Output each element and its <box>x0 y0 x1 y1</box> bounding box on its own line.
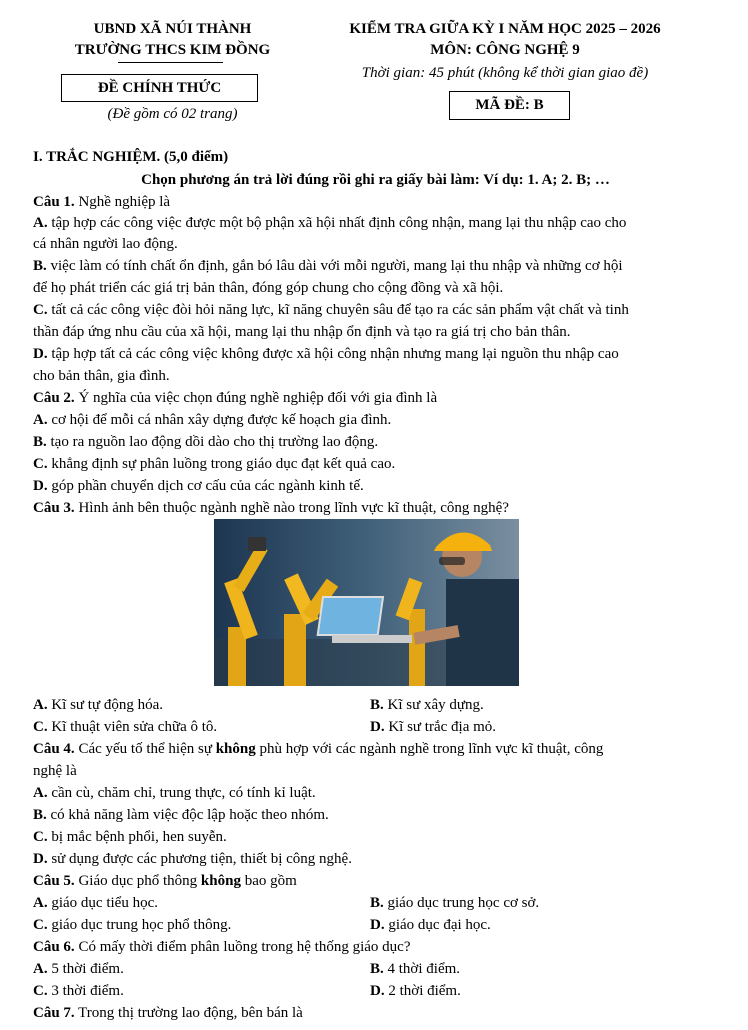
q3-number: Câu 3. <box>33 500 75 516</box>
q4-text-post: phù hợp với các ngành nghề trong lĩnh vực kĩ thuật, công <box>255 741 604 757</box>
q2-a-text: cơ hội để mỗi cá nhân xây dựng được kế hoạch gia đình. <box>47 412 392 428</box>
q6-a-text: 5 thời điểm. <box>47 961 124 977</box>
q1-option-a-cont: cá nhân người lao động. <box>33 236 178 252</box>
q4-option-c <box>33 827 718 848</box>
q1-d-label: D. <box>33 346 48 362</box>
q1-number: Câu 1. <box>33 194 75 210</box>
q1-a-text: tập hợp các công việc được một bộ phận xã hội nhất định công nhận, mang lại thu nhập cao cho <box>47 215 627 231</box>
section-instruction: Chọn phương án trả lời đúng rồi ghi ra giấy bài làm: Ví dụ: 1. A; 2. B; … <box>141 172 610 188</box>
q4-number: Câu 4. <box>33 741 75 757</box>
q6-option-d <box>370 981 461 1002</box>
q3-c-label: C. <box>33 719 48 735</box>
q2-d-text: góp phần chuyển dịch cơ cấu của các ngành kinh tế. <box>47 478 364 494</box>
section-title: I. TRẮC NGHIỆM. (5,0 điểm) <box>33 149 229 165</box>
q2-a-label: A. <box>33 412 48 428</box>
q4-a-label: A. <box>33 785 48 801</box>
q6-option-a <box>33 959 353 980</box>
photo-illustration <box>214 519 519 686</box>
q6-option-c <box>33 981 353 1002</box>
q2-number: Câu 2. <box>33 390 75 406</box>
q5-b-text: giáo dục trung học cơ sở. <box>383 895 540 911</box>
q1-a-label: A. <box>33 215 48 231</box>
q4-stem <box>33 739 718 760</box>
q3-option-c <box>33 717 353 738</box>
official-exam-label: ĐỀ CHÍNH THỨC <box>97 80 222 96</box>
q4-d-label: D. <box>33 851 48 867</box>
q1-option-b <box>33 256 718 277</box>
q5-b-label: B. <box>370 895 384 911</box>
q3-d-label: D. <box>370 719 385 735</box>
q3-a-label: A. <box>33 697 48 713</box>
q6-stem <box>33 937 718 958</box>
q6-b-text: 4 thời điểm. <box>383 961 461 977</box>
q5-option-a <box>33 893 353 914</box>
q7-stem <box>33 1003 718 1024</box>
q1-option-c-cont: thần đáp ứng nhu cầu của xã hội, mang lại thu nhập ổn định và tạo ra giá trị cho bản thân. <box>33 324 571 340</box>
q1-text: Nghề nghiệp là <box>74 194 171 210</box>
q5-a-label: A. <box>33 895 48 911</box>
q3-stem <box>33 498 718 519</box>
school-name: TRƯỜNG THCS KIM ĐỒNG <box>74 42 271 58</box>
q4-option-a <box>33 783 718 804</box>
q4-option-d <box>33 849 718 870</box>
q1-c-text: tất cả các công việc đòi hỏi năng lực, kĩ năng chuyên sâu để tạo ra các sản phẩm vật chất và tinh <box>47 302 629 318</box>
q5-c-text: giáo dục trung học phổ thông. <box>47 917 232 933</box>
q5-option-b <box>370 893 539 914</box>
q2-b-label: B. <box>33 434 47 450</box>
district-name: UBND XÃ NÚI THÀNH <box>93 21 252 37</box>
q3-d-text: Kĩ sư trắc địa mỏ. <box>384 719 497 735</box>
q2-stem <box>33 388 718 409</box>
q5-text-pre: Giáo dục phổ thông <box>74 873 201 889</box>
q4-bold-word: không <box>215 741 256 757</box>
exam-code-box <box>449 91 570 120</box>
exam-code: MÃ ĐỀ: B <box>475 97 544 113</box>
q1-option-c <box>33 300 718 321</box>
q1-option-a <box>33 213 718 234</box>
q5-a-text: giáo dục tiểu học. <box>47 895 158 911</box>
q3-b-text: Kĩ sư xây dựng. <box>383 697 484 713</box>
q7-number: Câu 7. <box>33 1005 75 1021</box>
q2-c-text: khẳng định sự phân luồng trong giáo dục đạt kết quả cao. <box>47 456 396 472</box>
q3-option-d <box>370 717 496 738</box>
q6-text: Có mấy thời điểm phân luồng trong hệ thống giáo dục? <box>74 939 411 955</box>
q4-b-label: B. <box>33 807 47 823</box>
q3-option-b <box>370 695 484 716</box>
q4-stem-cont: nghệ là <box>33 763 77 779</box>
q1-b-text: việc làm có tính chất ổn định, gắn bó lâu dài với mỗi người, mang lại thu nhập và những cơ hội <box>46 258 623 274</box>
q6-a-label: A. <box>33 961 48 977</box>
time-note: Thời gian: 45 phút (không kể thời gian giao đề) <box>361 65 649 81</box>
official-exam-box <box>61 74 258 102</box>
q2-option-d <box>33 476 718 497</box>
q2-b-text: tạo ra nguồn lao động dồi dào cho thị trường lao động. <box>46 434 379 450</box>
q3-c-text: Kĩ thuật viên sửa chữa ô tô. <box>47 719 218 735</box>
q1-option-d <box>33 344 718 365</box>
q1-option-b-cont: để họ phát triển các giá trị bản thân, đóng góp chung cho cộng đồng và xã hội. <box>33 280 504 296</box>
q5-option-d <box>370 915 491 936</box>
exam-title: KIỂM TRA GIỮA KỲ I NĂM HỌC 2025 – 2026 <box>349 21 661 37</box>
q3-text: Hình ảnh bên thuộc ngành nghề nào trong lĩnh vực kĩ thuật, công nghệ? <box>74 500 509 516</box>
q5-text-post: bao gồm <box>240 873 297 889</box>
q6-b-label: B. <box>370 961 384 977</box>
q5-bold-word: không <box>200 873 241 889</box>
q4-c-text: bị mắc bệnh phổi, hen suyễn. <box>47 829 227 845</box>
q2-c-label: C. <box>33 456 48 472</box>
q6-d-label: D. <box>370 983 385 999</box>
q4-text-pre: Các yếu tố thể hiện sự <box>74 741 216 757</box>
q4-c-label: C. <box>33 829 48 845</box>
q1-option-d-cont: cho bản thân, gia đình. <box>33 368 170 384</box>
engineer-robot-arms-photo <box>214 519 519 686</box>
q2-d-label: D. <box>33 478 48 494</box>
q3-a-text: Kĩ sư tự động hóa. <box>47 697 164 713</box>
q2-option-c <box>33 454 718 475</box>
q6-number: Câu 6. <box>33 939 75 955</box>
q6-d-text: 2 thời điểm. <box>384 983 461 999</box>
q3-b-label: B. <box>370 697 384 713</box>
school-underline <box>118 62 223 63</box>
q3-option-a <box>33 695 353 716</box>
q5-number: Câu 5. <box>33 873 75 889</box>
q2-option-b <box>33 432 718 453</box>
q1-d-text: tập hợp tất cả các công việc không được xã hội công nhận nhưng mang lại nguồn thu nhập cao <box>47 346 619 362</box>
subject-title: MÔN: CÔNG NGHỆ 9 <box>430 42 580 58</box>
q4-b-text: có khả năng làm việc độc lập hoặc theo nhóm. <box>46 807 329 823</box>
q1-stem <box>33 192 718 213</box>
q5-c-label: C. <box>33 917 48 933</box>
pages-note: (Đề gồm có 02 trang) <box>107 106 238 122</box>
q4-a-text: cần cù, chăm chỉ, trung thực, có tính kỉ luật. <box>47 785 316 801</box>
q6-c-text: 3 thời điểm. <box>47 983 124 999</box>
q5-d-label: D. <box>370 917 385 933</box>
q6-c-label: C. <box>33 983 48 999</box>
q4-d-text: sử dụng được các phương tiện, thiết bị công nghệ. <box>47 851 352 867</box>
q6-option-b <box>370 959 460 980</box>
q5-stem <box>33 871 718 892</box>
q5-d-text: giáo dục đại học. <box>384 917 491 933</box>
q2-option-a <box>33 410 718 431</box>
q5-option-c <box>33 915 353 936</box>
q7-text: Trong thị trường lao động, bên bán là <box>74 1005 303 1021</box>
q1-b-label: B. <box>33 258 47 274</box>
q4-option-b <box>33 805 718 826</box>
q1-c-label: C. <box>33 302 48 318</box>
q2-text: Ý nghĩa của việc chọn đúng nghề nghiệp đối với gia đình là <box>74 390 438 406</box>
